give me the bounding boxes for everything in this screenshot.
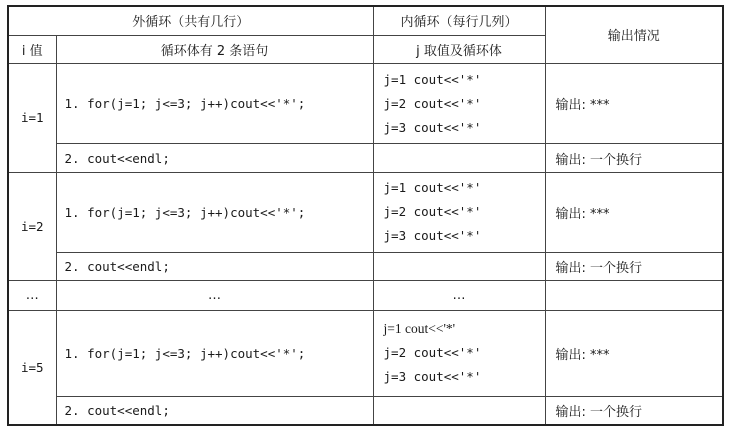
ellipsis-cell: … [8, 281, 56, 310]
group-1-row-2 [8, 144, 723, 172]
empty-cell [373, 397, 545, 425]
j-value-header: j 取值及循环体 [373, 35, 545, 63]
output-header: 输出情况 [545, 6, 723, 63]
empty-cell [545, 281, 723, 310]
group-5-row-1 [8, 310, 723, 397]
ellipsis-row [8, 281, 723, 310]
ellipsis-cell: … [56, 281, 373, 310]
inner-line: j=1 cout<<'*' [383, 71, 482, 87]
inner-loop-cell [373, 172, 545, 253]
inner-line: j=2 cout<<'*' [383, 204, 482, 220]
stmt-for-cell: 1. for(j=1; j<=3; j++)cout<<'*'; [56, 310, 373, 397]
stmt-for-cell: 1. for(j=1; j<=3; j++)cout<<'*'; [56, 63, 373, 144]
output-cell: 输出: 一个换行 [545, 397, 723, 425]
inner-loop-cell [373, 310, 545, 397]
group-1-row-1 [8, 63, 723, 144]
inner-line: j=2 cout<<'*' [383, 95, 482, 111]
group-5-row-2 [8, 397, 723, 425]
inner-loop-cell [373, 63, 545, 144]
i-value-cell: i=2 [8, 172, 56, 281]
stmt-endl-cell: 2. cout<<endl; [56, 397, 373, 425]
ellipsis-cell: … [373, 281, 545, 310]
stmt-for-cell: 1. for(j=1; j<=3; j++)cout<<'*'; [56, 172, 373, 253]
i-value-cell: i=1 [8, 63, 56, 172]
header-row-1 [8, 6, 723, 35]
output-cell: 输出: 一个换行 [545, 144, 723, 172]
stmt-endl-cell: 2. cout<<endl; [56, 144, 373, 172]
outer-loop-header: 外循环（共有几行） [8, 6, 373, 35]
inner-line: j=1 cout<<'*' [383, 321, 456, 337]
loop-body-header: 循环体有 2 条语句 [56, 35, 373, 63]
output-cell: 输出: *** [545, 63, 723, 144]
inner-line: j=2 cout<<'*' [383, 345, 482, 361]
nested-loop-table [7, 5, 724, 426]
group-2-row-1 [8, 172, 723, 253]
stmt-endl-cell: 2. cout<<endl; [56, 253, 373, 281]
inner-line: j=3 cout<<'*' [383, 228, 482, 244]
inner-line: j=1 cout<<'*' [383, 180, 482, 196]
empty-cell [373, 144, 545, 172]
empty-cell [373, 253, 545, 281]
i-value-cell: i=5 [8, 310, 56, 425]
output-cell: 输出: *** [545, 310, 723, 397]
output-cell: 输出: 一个换行 [545, 253, 723, 281]
output-cell: 输出: *** [545, 172, 723, 253]
group-2-row-2 [8, 253, 723, 281]
i-value-header: i 值 [8, 35, 56, 63]
inner-loop-header: 内循环（每行几列） [373, 6, 545, 35]
inner-line: j=3 cout<<'*' [383, 119, 482, 135]
inner-line: j=3 cout<<'*' [383, 369, 482, 385]
